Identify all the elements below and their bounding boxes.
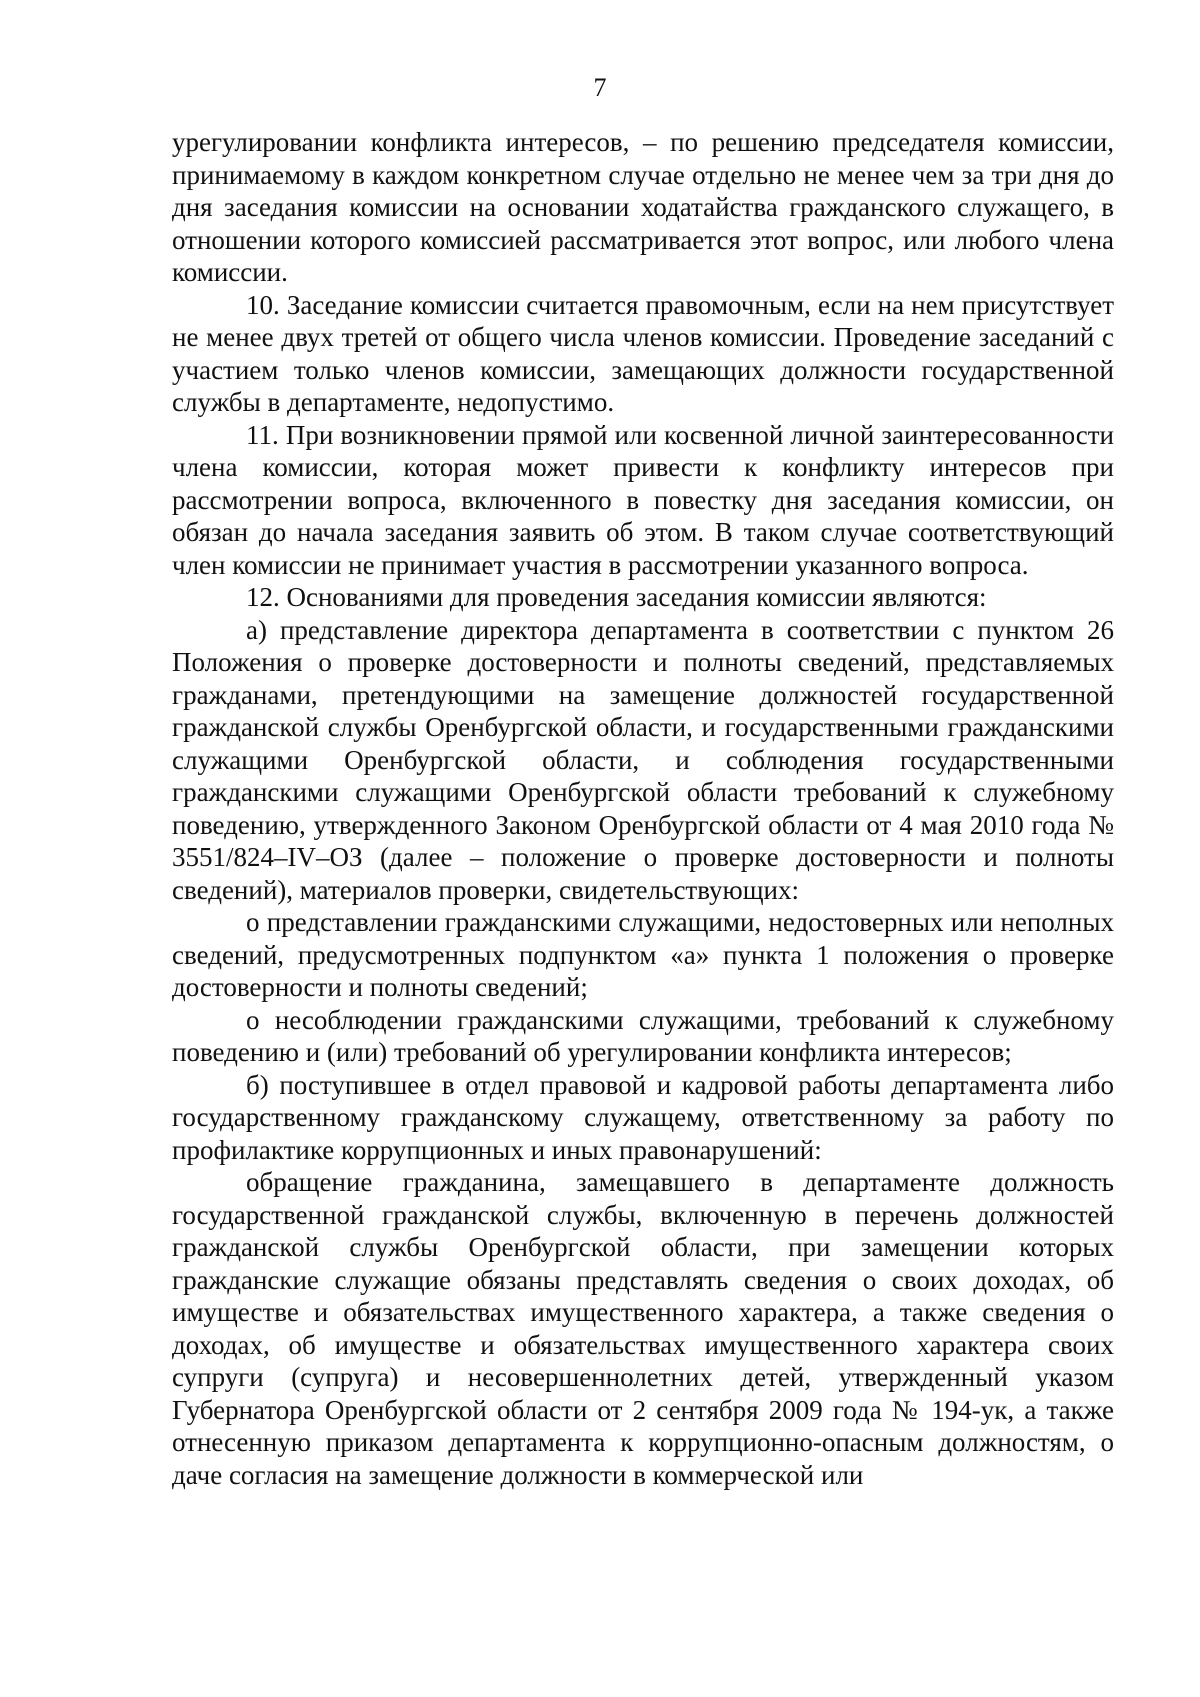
page-number: 7 bbox=[593, 73, 607, 102]
paragraph-12a-item-2: о несоблюдении гражданскими служащими, требований к служебному поведению и (или) требований об урегулировании конфликта интересов; bbox=[172, 1004, 1114, 1067]
paragraph-12a: а) представление директора департамента в соответствии с пунктом 26 Положения о проверке достоверности и полноты сведений, представляемых гражданами, претендующими на замещение должностей государственной гражданской службы Оренбургской области, и государственными гражданскими служащими Оренбургской области, и соблюдения государственными гражданскими служащими Оренбургской области требований к служебному поведению, утвержденного Законом Оренбургской области от 4 мая 2010 года № 3551/824–IV–ОЗ (далее – положение о проверке достоверности и полноты сведений), материалов проверки, свидетельствующих: bbox=[172, 614, 1114, 905]
paragraph-10: 10. Заседание комиссии считается правомочным, если на нем присутствует не менее двух третей от общего числа членов комиссии. Проведение заседаний с участием только членов комиссии, замещающих должности государственной службы в департаменте, недопустимо. bbox=[172, 289, 1114, 417]
paragraph-12a-item-1: о представлении гражданскими служащими, недостоверных или неполных сведений, предусмотренных подпунктом «а» пункта 1 положения о проверке достоверности и полноты сведений; bbox=[172, 907, 1114, 1002]
document-body bbox=[172, 126, 1114, 1491]
paragraph-continuation: урегулировании конфликта интересов, – по решению председателя комиссии, принимаемому в каждом конкретном случае отдельно не менее чем за три дня до дня заседания комиссии на основании ходатайства гражданского служащего, в отношении которого комиссией рассматривается этот вопрос, или любого члена комиссии. bbox=[172, 127, 1114, 287]
paragraph-12b: б) поступившее в отдел правовой и кадровой работы департамента либо государственному гражданскому служащему, ответственному за работу по профилактике коррупционных и иных правонарушений: bbox=[172, 1069, 1114, 1165]
paragraph-12b-item-1: обращение гражданина, замещавшего в департаменте должность государственной гражданской службы, включенную в перечень должностей гражданской службы Оренбургской области, при замещении которых гражданские служащие обязаны представлять сведения о своих доходах, об имуществе и обязательствах имущественного характера, а также сведения о доходах, об имуществе и обязательствах имущественного характера своих супруги (супруга) и несовершеннолетних детей, утвержденный указом Губернатора Оренбургской области от 2 сентября 2009 года № 194-ук, а также отнесенную приказом департамента к коррупционно-опасным должностям, о даче согласия на замещение должности в коммерческой или bbox=[172, 1167, 1114, 1490]
paragraph-11: 11. При возникновении прямой или косвенной личной заинтересованности члена комиссии, которая может привести к конфликту интересов при рассмотрении вопроса, включенного в повестку дня заседания комиссии, он обязан до начала заседания заявить об этом. В таком случае соответствующий член комиссии не принимает участия в рассмотрении указанного вопроса. bbox=[172, 419, 1114, 580]
paragraph-12: 12. Основаниями для проведения заседания комиссии являются: bbox=[246, 582, 987, 612]
